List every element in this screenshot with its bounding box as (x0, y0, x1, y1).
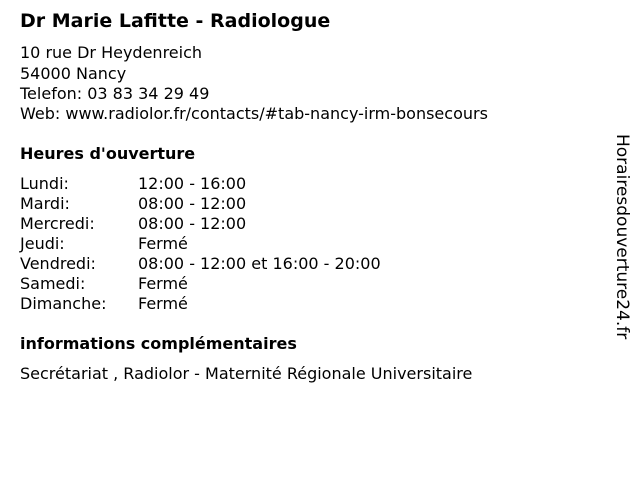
site-watermark: Horairesdouverture24.fr (612, 134, 632, 340)
day-label: Jeudi: (20, 234, 65, 253)
website-link[interactable]: Web: www.radiolor.fr/contacts/#tab-nancy-irm-bonsecours (20, 104, 488, 123)
day-hours: Fermé (138, 294, 188, 313)
additional-info-text: Secrétariat , Radiolor - Maternité Régionale Universitaire (20, 364, 473, 383)
phone-number: Telefon: 03 83 34 29 49 (20, 84, 210, 103)
day-label: Vendredi: (20, 254, 96, 273)
address-street: 10 rue Dr Heydenreich (20, 43, 203, 62)
day-label: Dimanche: (20, 294, 107, 313)
additional-info-heading: informations complémentaires (20, 334, 297, 353)
day-label: Mercredi: (20, 214, 95, 233)
page-title: Dr Marie Lafitte - Radiologue (20, 10, 331, 32)
day-hours: Fermé (138, 234, 188, 253)
day-label: Lundi: (20, 174, 69, 193)
day-hours: 08:00 - 12:00 et 16:00 - 20:00 (138, 254, 381, 273)
day-label: Samedi: (20, 274, 86, 293)
day-label: Mardi: (20, 194, 70, 213)
day-hours: 08:00 - 12:00 (138, 194, 247, 213)
day-hours: 08:00 - 12:00 (138, 214, 247, 233)
opening-hours-heading: Heures d'ouverture (20, 144, 196, 163)
day-hours: 12:00 - 16:00 (138, 174, 247, 193)
day-hours: Fermé (138, 274, 188, 293)
address-city: 54000 Nancy (20, 64, 127, 83)
